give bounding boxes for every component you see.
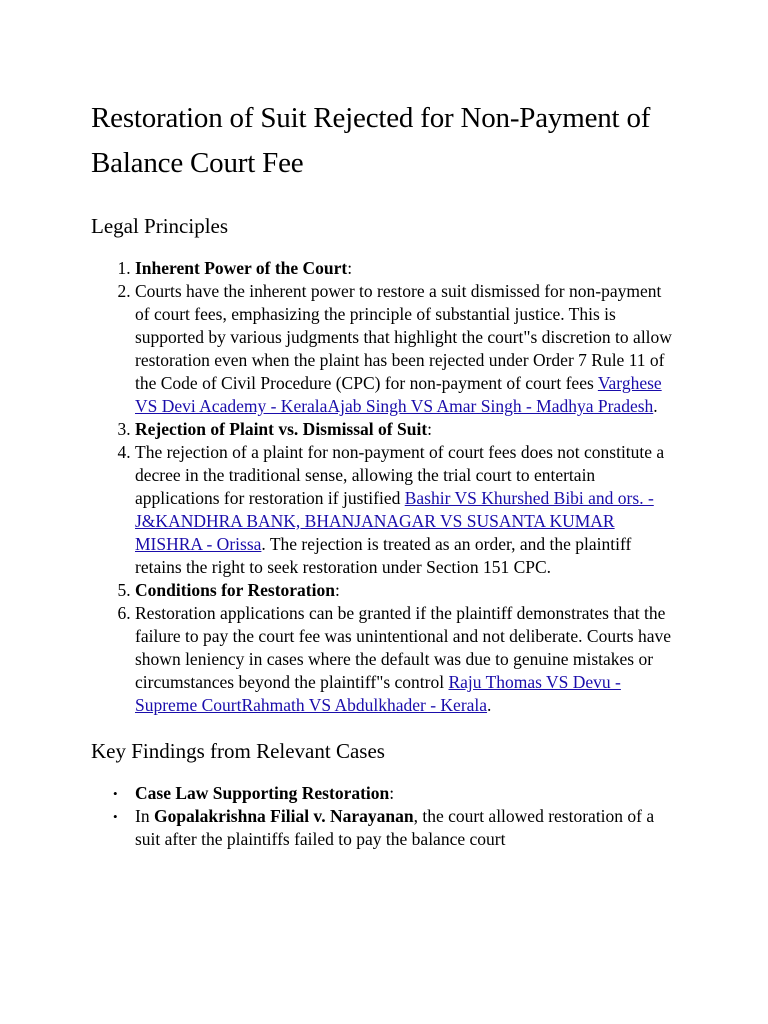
item-heading: Conditions for Restoration xyxy=(135,580,335,600)
item-prefix: In xyxy=(135,806,154,826)
key-findings-list xyxy=(91,782,677,851)
case-link[interactable]: Rahmath VS Abdulkhader - Kerala xyxy=(241,695,488,715)
list-item xyxy=(135,579,677,602)
item-text: The rejection of a plaint for non-payment of court fees does not constitute a decree in the traditional sense, allowing the trial court to entertain applications for restoration if justified xyxy=(135,442,665,508)
item-suffix: . xyxy=(487,695,492,715)
item-text: Restoration applications can be granted if the plaintiff demonstrates that the failure to pay the court fee was unintentional and not deliberate. Courts have shown leniency in cases where the default was due to genuine mistakes or circumstances beyond the plaintiff"s control xyxy=(135,603,671,692)
item-suffix: : xyxy=(389,783,395,803)
case-link[interactable]: ANDHRA BANK, BHANJANAGAR VS SUSANTA KUMAR MISHRA - Orissa xyxy=(135,511,615,554)
list-item xyxy=(135,418,677,441)
item-suffix: . xyxy=(653,396,658,416)
case-link[interactable]: Ajab Singh VS Amar Singh - Madhya Pradesh xyxy=(327,396,654,416)
list-item xyxy=(135,602,677,717)
item-suffix: : xyxy=(347,258,353,278)
item-heading: Inherent Power of the Court xyxy=(135,258,348,278)
case-link[interactable]: Bashir VS Khurshed Bibi and ors. - J&K xyxy=(135,488,654,531)
case-link[interactable]: Varghese VS Devi Academy - Kerala xyxy=(135,373,662,416)
list-item xyxy=(135,280,677,418)
case-link[interactable]: Raju Thomas VS Devu - Supreme Court xyxy=(135,672,621,715)
list-item xyxy=(135,805,677,851)
list-item xyxy=(135,782,677,805)
list-item xyxy=(135,257,677,280)
item-text: , the court allowed restoration of a suit after the plaintiffs failed to pay the balance court xyxy=(135,806,655,849)
item-heading: Case Law Supporting Restoration xyxy=(135,783,390,803)
item-text: Courts have the inherent power to restore a suit dismissed for non-payment of court fees, emphasizing the principle of substantial justice. This is supported by various judgments that highlight the court"s discretion to allow restoration even when the plaint has been rejected under Order 7 Rule 11 of the Code of Civil Procedure (CPC) for non-payment of court fees xyxy=(135,281,672,393)
section-heading-key-findings: Key Findings from Relevant Cases xyxy=(91,739,385,763)
item-suffix: . The rejection is treated as an order, and the plaintiff retains the right to seek restoration under Section 151 CPC. xyxy=(135,534,632,577)
item-suffix: : xyxy=(334,580,340,600)
list-item xyxy=(135,441,677,579)
item-heading: Rejection of Plaint vs. Dismissal of Suit xyxy=(135,419,428,439)
legal-principles-list xyxy=(91,257,677,717)
document-title: Restoration of Suit Rejected for Non-Payment of Balance Court Fee xyxy=(91,102,651,179)
section-heading-legal-principles: Legal Principles xyxy=(91,214,229,238)
item-suffix: : xyxy=(427,419,433,439)
case-name: Gopalakrishna Filial v. Narayanan xyxy=(153,806,414,826)
